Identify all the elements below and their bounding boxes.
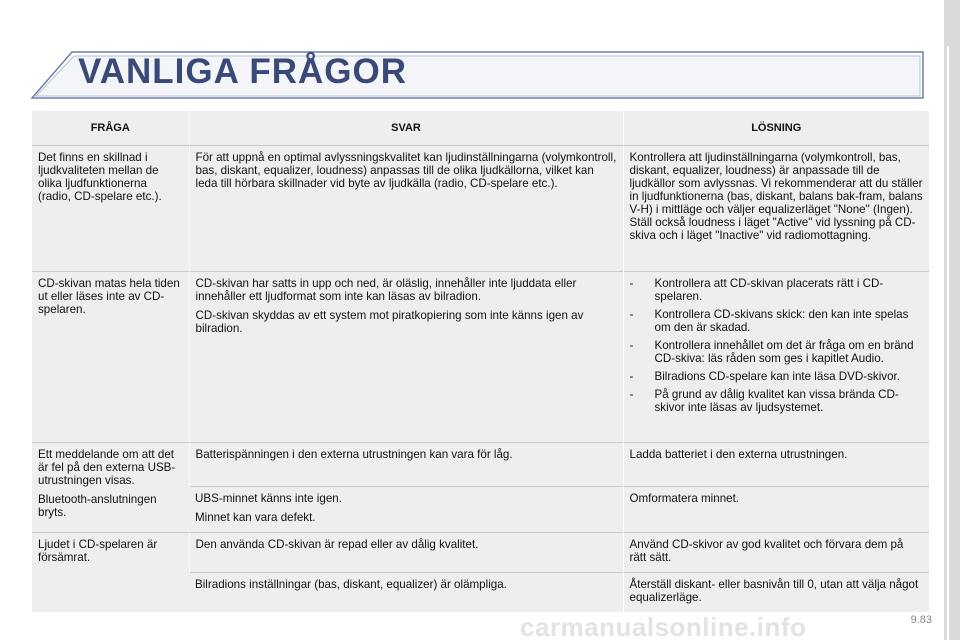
list-item: [630, 370, 924, 383]
question-text: Ljudet i CD-spelaren är försämrat.: [38, 538, 158, 564]
list-item: [630, 308, 924, 334]
solution-cell: [623, 533, 929, 573]
list-item: [630, 277, 924, 303]
column-header-question: FRÅGA: [32, 111, 189, 146]
answer-cell: [189, 443, 623, 487]
solution-list: [630, 277, 924, 414]
answer-text: CD-skivan skyddas av ett system mot piratkopiering som inte känns igen av bilradion.: [195, 309, 584, 335]
answer-cell: [189, 272, 623, 443]
solution-text: Återställ diskant- eller basnivån till 0, utan att välja något equalizerläge.: [629, 578, 919, 604]
solution-text: Kontrollera att ljudinställningarna (volymkontroll, bas, diskant, equalizer, loudness) är anpassade till de ljudkällor som avlyssnas. Vi rekommenderar att du ställer in ljudfunktionerna (bas, diskant, balans bak-fram, balans V-H) i mittläge och väljer equalizerläget "None" (Ingen). Ställ också loudness i läget "Active" vid lyssning på CD-skiva och i läget "Inactive" vid radiomottagning.: [629, 151, 923, 242]
page-number: 9.83: [910, 614, 932, 626]
side-strip: [944, 0, 960, 640]
answer-cell: [189, 146, 623, 272]
answer-cell: [189, 573, 623, 613]
solution-cell: [623, 573, 929, 613]
answer-text: UBS-minnet känns inte igen.: [195, 492, 342, 505]
solution-cell: [623, 272, 929, 443]
question-text: CD-skivan matas hela tiden ut eller läses inte av CD-spelaren.: [38, 277, 180, 316]
answer-text: För att uppnå en optimal avlyssningskvalitet kan ljudinställningarna (volymkontroll, bas, diskant, equalizer, loudness) anpassas till de olika ljudkällorna, vilket kan leda till hörbara skillnader vid byte av ljudkälla (radio, CD-spelare etc.).: [195, 151, 617, 190]
bullet-dash: -: [629, 388, 634, 401]
list-item-text: Kontrollera CD-skivans skick: den kan inte spelas om den är skadad.: [654, 308, 909, 334]
answer-text: Minnet kan vara defekt.: [195, 511, 316, 524]
solution-text: Ladda batteriet i den externa utrustningen.: [629, 448, 848, 461]
answer-text: CD-skivan har satts in upp och ned, är oläslig, innehåller inte ljuddata eller innehåller ett ljudformat som inte kan läsas av bilradion.: [195, 277, 577, 303]
side-strip-line: [947, 46, 949, 640]
question-cell: [32, 443, 189, 533]
list-item-text: Kontrollera att CD-skivan placerats rätt i CD-spelaren.: [654, 277, 884, 303]
answer-text: Bilradions inställningar (bas, diskant, equalizer) är olämpliga.: [195, 578, 507, 591]
list-item-text: Bilradions CD-spelare kan inte läsa DVD-skivor.: [654, 370, 900, 383]
question-cell: [32, 272, 189, 443]
solution-text: Omformatera minnet.: [629, 492, 740, 505]
table-row: [32, 146, 929, 272]
solution-cell: [623, 443, 929, 487]
answer-text: Batterispänningen i den externa utrustningen kan vara för låg.: [195, 448, 513, 461]
question-cell: [32, 533, 189, 613]
answer-cell: [189, 487, 623, 533]
watermark: carmanualsonline.info: [520, 612, 807, 642]
question-text: Bluetooth-anslutningen bryts.: [38, 493, 157, 519]
answer-cell: [189, 533, 623, 573]
bullet-dash: -: [629, 370, 634, 383]
question-cell: [32, 146, 189, 272]
table-row: [32, 443, 929, 487]
question-text: Det finns en skillnad i ljudkvaliteten mellan de olika ljudfunktionerna (radio, CD-spelare etc.).: [38, 151, 162, 203]
table-row: [32, 533, 929, 573]
solution-cell: [623, 487, 929, 533]
solution-cell: [623, 146, 929, 272]
column-header-solution: LÖSNING: [623, 111, 929, 146]
page-title: VANLIGA FRÅGOR: [78, 52, 407, 91]
list-item: [630, 388, 924, 414]
question-text: Ett meddelande om att det är fel på den externa USB-utrustningen visas.: [38, 448, 176, 487]
list-item-text: Kontrollera innehållet om det är fråga om en bränd CD-skiva: läs råden som ges i kapitlet Audio.: [654, 339, 914, 365]
solution-text: Använd CD-skivor av god kvalitet och förvara dem på rätt sätt.: [629, 538, 904, 564]
bullet-dash: -: [629, 277, 634, 290]
column-header-answer: SVAR: [189, 111, 623, 146]
list-item: [630, 339, 924, 365]
list-item-text: På grund av dålig kvalitet kan vissa brända CD-skivor inte läsas av ljudsystemet.: [654, 388, 899, 414]
table-row: [32, 272, 929, 443]
answer-text: Den använda CD-skivan är repad eller av dålig kvalitet.: [195, 538, 479, 551]
bullet-dash: -: [629, 308, 634, 321]
bullet-dash: -: [629, 339, 634, 352]
table-header-row: [32, 111, 929, 146]
faq-table: [32, 111, 929, 612]
